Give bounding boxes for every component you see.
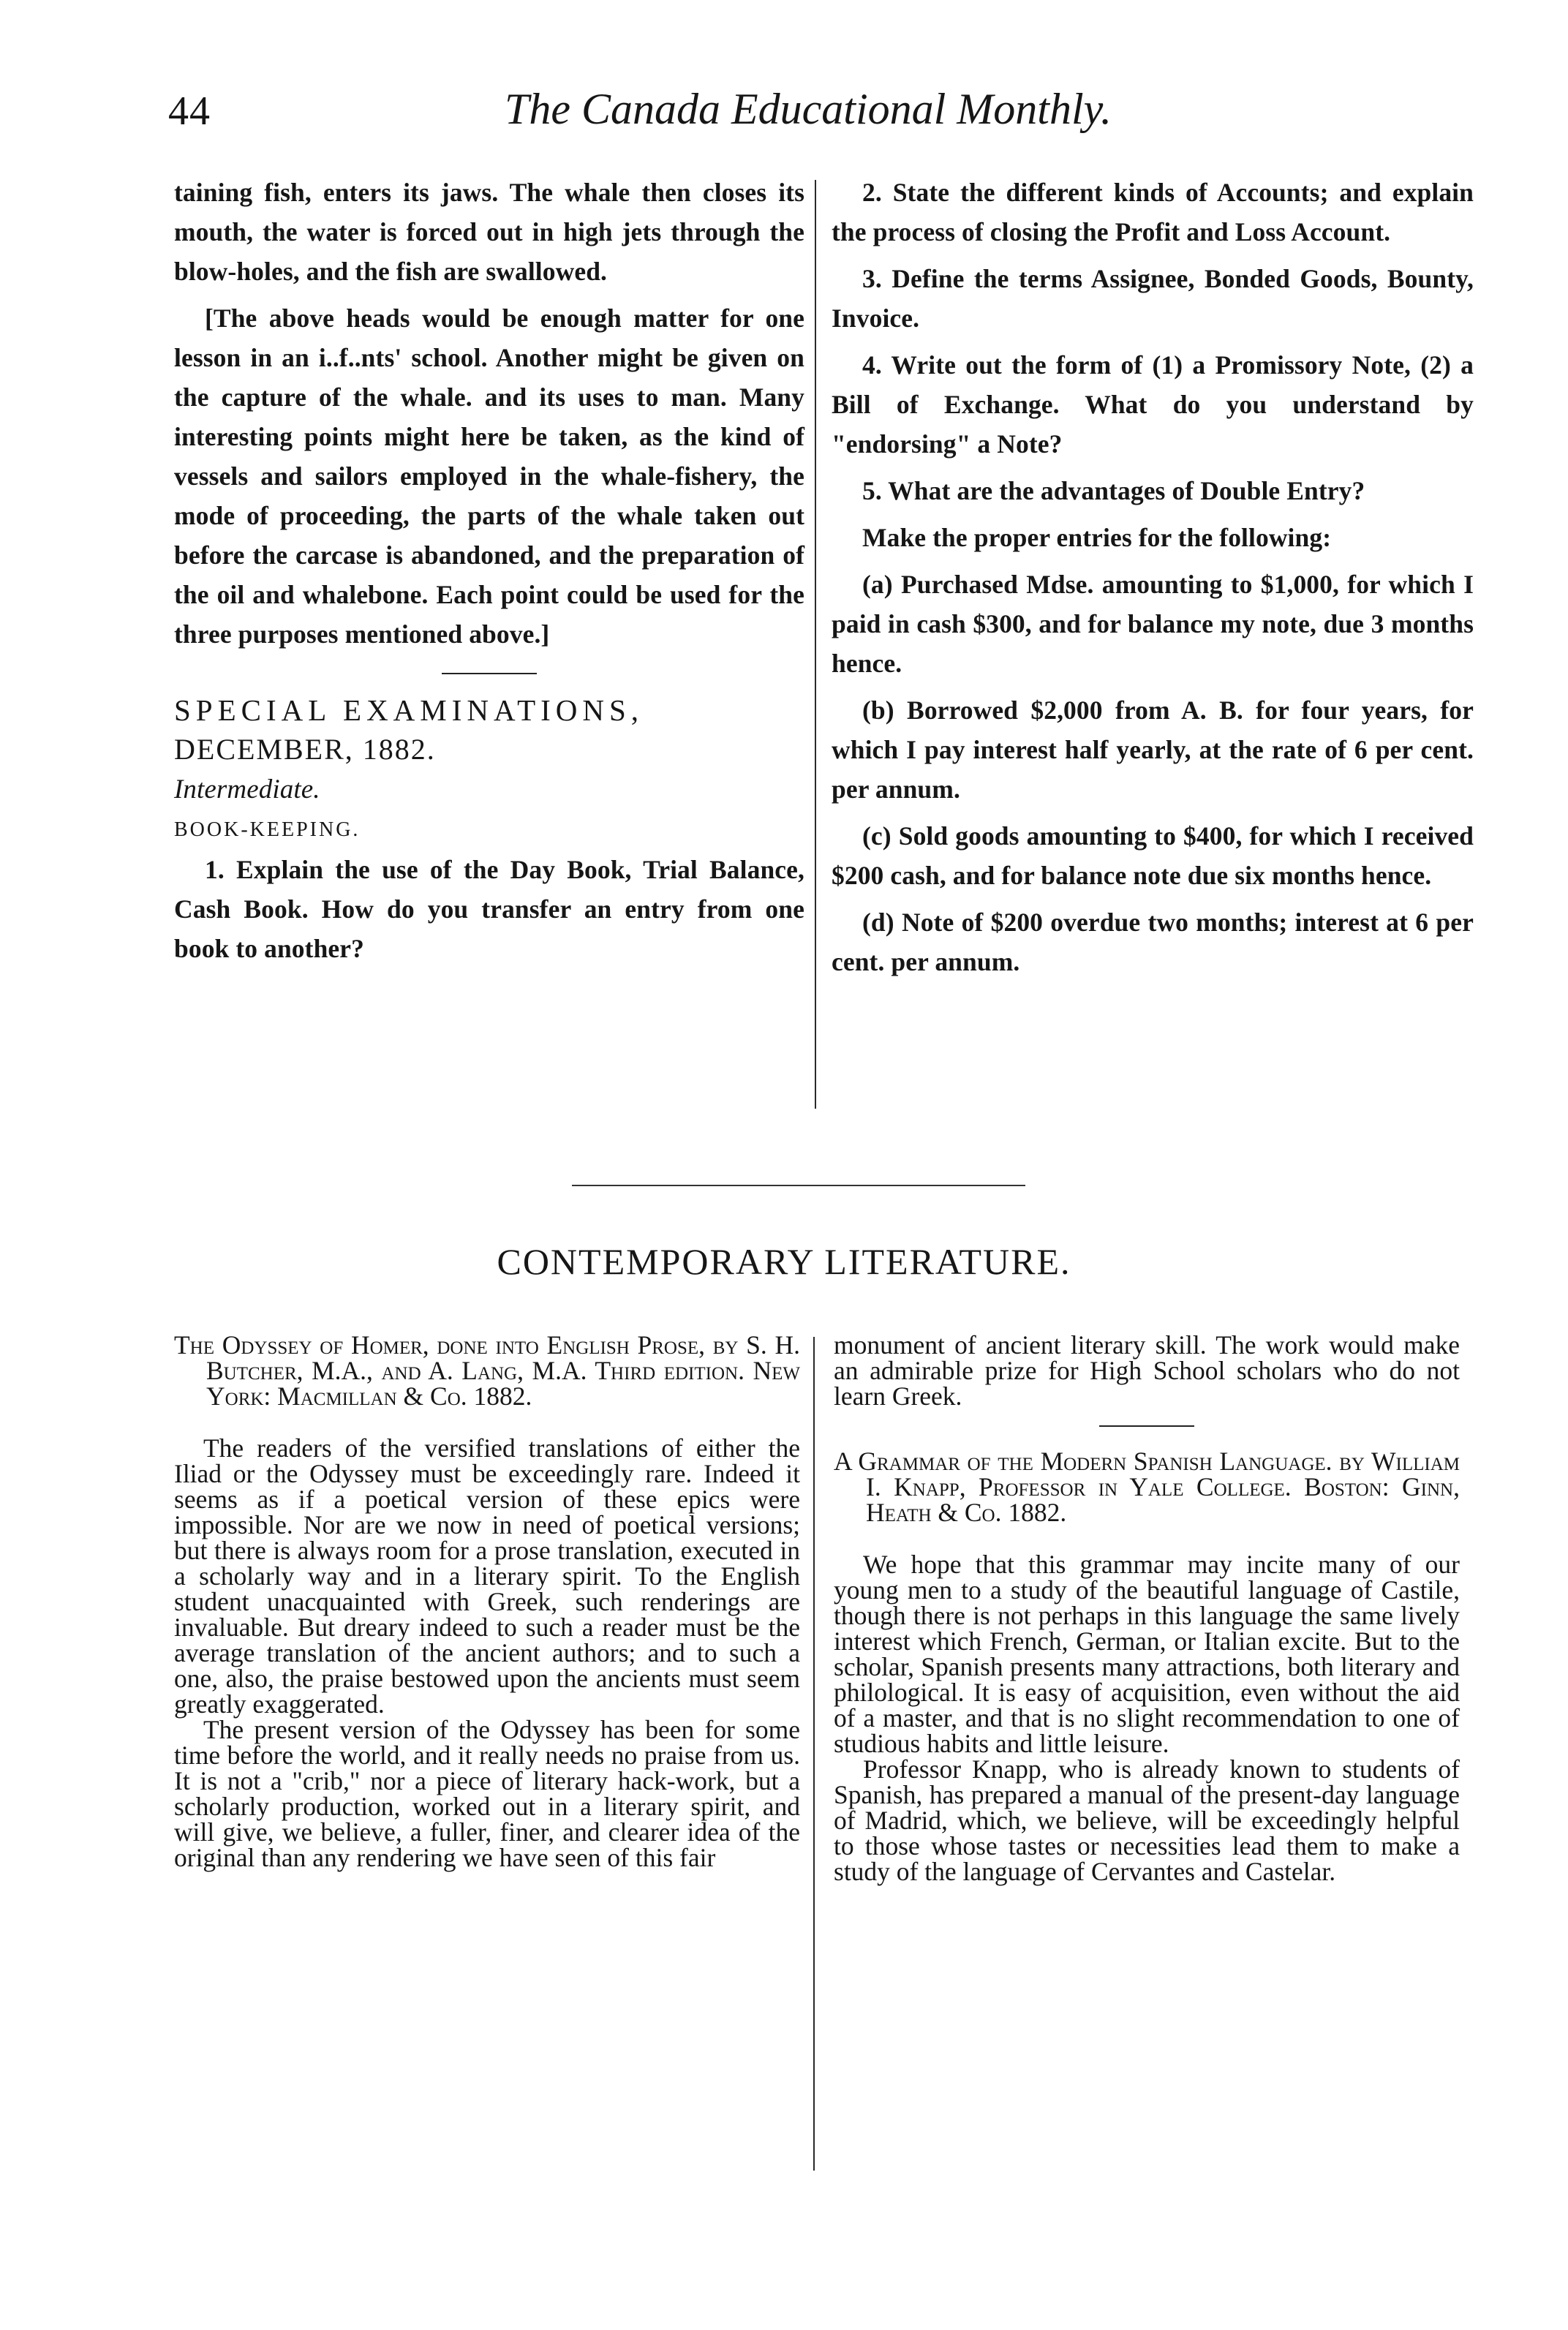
paragraph: monument of ancient literary skill. The work would make an admirable prize for High School scholars who do not learn Greek. — [834, 1330, 1460, 1411]
top-left-column — [174, 173, 804, 968]
paragraph: [The above heads would be enough matter for one lesson in an i..f..nts' school. Another might be given on the capture of the whale. and its uses to man. Many interesting points might here be taken, as the kind of vessels and sailors employed in the whale-fishery, the mode of proceeding, the parts of the whale taken out before the carcase is abandoned, and the preparation of the oil and whalebone. Each point could be used for the three purposes mentioned above.] — [174, 303, 804, 649]
bottom-left-column — [174, 1332, 800, 1871]
paragraph: taining fish, enters its jaws. The whale then closes its mouth, the water is forced out in high jets through the blow-holes, and the fish are swallowed. — [174, 178, 804, 286]
short-rule — [442, 673, 537, 674]
paragraph: Professor Knapp, who is already known to students of Spanish, has prepared a manual of the present-day language of Madrid, which, we believe, will be exceedingly helpful to those whose tastes or necessities lead them to make a study of the language of Cervantes and Castelar. — [834, 1754, 1460, 1886]
entry: (a) Purchased Mdse. amounting to $1,000, for which I paid in cash $300, and for balance my note, due 3 months hence. — [832, 570, 1474, 678]
page-number: 44 — [168, 88, 211, 134]
section-title: SPECIAL EXAMINATIONS, — [174, 693, 644, 727]
entry: (b) Borrowed $2,000 from A. B. for four years, for which I pay interest half yearly, at the rate of 6 per cent. per annum. — [832, 695, 1474, 804]
entry: (d) Note of $200 overdue two months; interest at 6 per cent. per annum. — [832, 908, 1474, 976]
entries-intro: Make the proper entries for the following: — [862, 523, 1332, 552]
section-date: DECEMBER, 1882. — [174, 733, 436, 766]
paragraph: The present version of the Odyssey has been for some time before the world, and it really needs no praise from us. It is not a "crib," nor a piece of literary hack-work, but a scholarly production, worked out in a literary spirit, and will give, we believe, a fuller, finer, and clearer idea of the original than any rendering we have seen of this fair — [174, 1715, 800, 1872]
paragraph: We hope that this grammar may incite many of our young men to a study of the beautiful language of Castile, though there is not perhaps in this language the same lively interest which French, German, or Italian excite. But to the scholar, Spanish presents many attractions, both literary and philological. It is easy of acquisition, even without the aid of a master, and that is no slight recommendation to one of studious habits and little leisure. — [834, 1550, 1460, 1758]
paragraph: The readers of the versified translations of either the Iliad or the Odyssey must be exceedingly rare. Indeed it seems as if a poetical version of these epics were impossible. Nor are we now in need of poetical versions; but there is always room for a prose translation, executed in a scholarly way and in a literary spirit. To the English student unacquainted with Greek, such renderings are invaluable. But dreary indeed to such a reader must be the average translation of the ancient authors; and to such a one, also, the praise bestowed upon the ancients must seem greatly exaggerated. — [174, 1433, 800, 1719]
section-heading: CONTEMPORARY LITERATURE. — [497, 1241, 1071, 1282]
section-level: Intermediate. — [174, 774, 320, 804]
running-head: The Canada Educational Monthly. — [505, 85, 1112, 133]
top-right-column — [832, 173, 1474, 981]
bottom-right-column — [834, 1332, 1460, 1885]
question: 2. State the different kinds of Accounts; and explain the process of closing the Profit and Loss Account. — [832, 178, 1474, 246]
review-heading: The Odyssey of Homer, done into English Prose, by S. H. Butcher, M.A., and A. Lang, M.A. Third edition. New York: Macmillan & Co. 1882. — [174, 1330, 800, 1411]
entry: (c) Sold goods amounting to $400, for which I received $200 cash, and for balance note due six months hence. — [832, 821, 1474, 890]
question: 4. Write out the form of (1) a Promissory Note, (2) a Bill of Exchange. What do you understand by "endorsing" a Note? — [832, 350, 1474, 459]
column-rule — [815, 180, 816, 1109]
section-subject: BOOK-KEEPING. — [174, 818, 361, 841]
question: 1. Explain the use of the Day Book, Trial Balance, Cash Book. How do you transfer an entry from one book to another? — [174, 855, 804, 963]
short-rule — [1099, 1425, 1194, 1427]
column-rule — [813, 1337, 815, 2171]
review-heading: A Grammar of the Modern Spanish Language. by William I. Knapp, Professor in Yale College. Boston: Ginn, Heath & Co. 1882. — [834, 1447, 1460, 1527]
question: 3. Define the terms Assignee, Bonded Goods, Bounty, Invoice. — [832, 264, 1474, 333]
section-divider — [572, 1185, 1025, 1186]
question: 5. What are the advantages of Double Entry? — [862, 476, 1365, 505]
